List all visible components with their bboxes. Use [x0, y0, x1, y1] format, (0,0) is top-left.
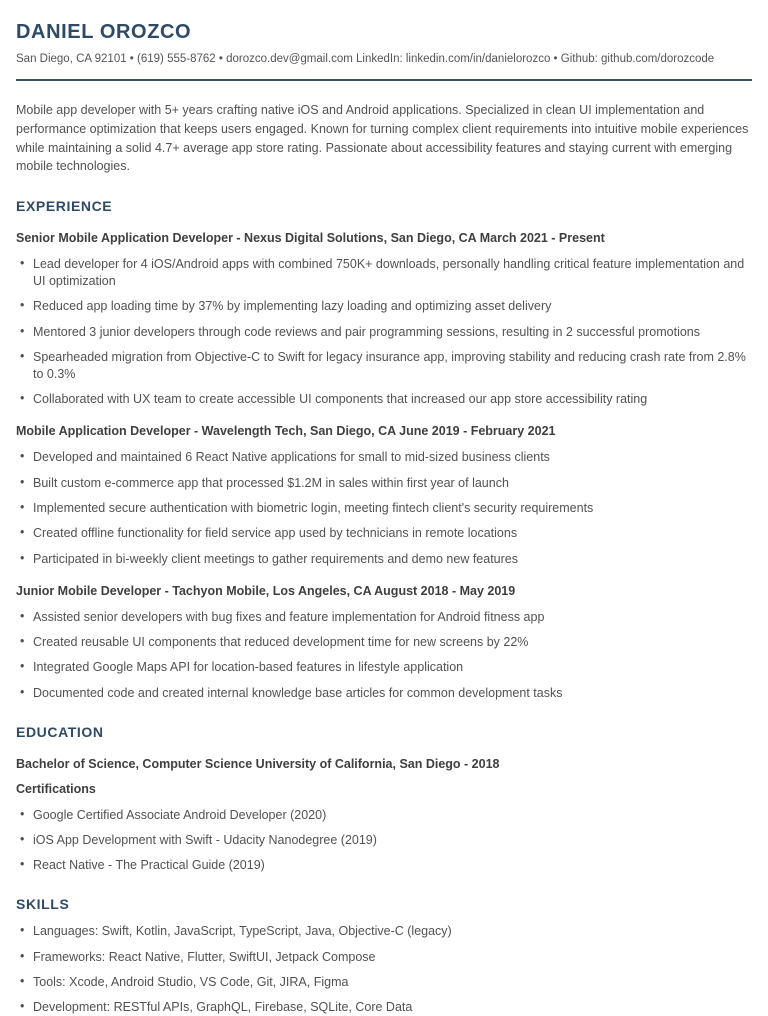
job-bullet-list — [16, 609, 752, 702]
bullet-item: • Created reusable UI components that reduced development time for new screens by 22% — [16, 634, 752, 651]
summary-paragraph: Mobile app developer with 5+ years crafting native iOS and Android applications. Specialized in clean UI implementation and performance optimization that keeps users engaged. Known for turning complex client requirements into intuitive mobile experiences while maintaining a solid 4.7+ average app store rating. Passionate about accessibility features and staying current with emerging mobile technologies. — [16, 103, 749, 174]
bullet-item: • Development: RESTful APIs, GraphQL, Firebase, SQLite, Core Data — [16, 999, 752, 1016]
bullet-item: • Built custom e-commerce app that processed $1.2M in sales within first year of launch — [16, 475, 752, 492]
name-heading: DANIEL OROZCO — [16, 21, 192, 43]
bullet-item: • Frameworks: React Native, Flutter, SwiftUI, Jetpack Compose — [16, 949, 752, 966]
bullet-item: • Participated in bi-weekly client meetings to gather requirements and demo new features — [16, 551, 752, 568]
certifications-label: Certifications — [16, 781, 96, 796]
bullet-item: • iOS App Development with Swift - Udacity Nanodegree (2019) — [16, 832, 752, 849]
contact-line: San Diego, CA 92101 • (619) 555-8762 • dorozco.dev@gmail.com LinkedIn: linkedin.com/in/danielorozco • Github: github.com/dorozcode — [16, 53, 715, 65]
bullet-item: • Reduced app loading time by 37% by implementing lazy loading and optimizing asset delivery — [16, 298, 752, 315]
section-heading-experience: EXPERIENCE — [16, 198, 113, 214]
bullet-item: • Languages: Swift, Kotlin, JavaScript, TypeScript, Java, Objective-C (legacy) — [16, 923, 752, 940]
bullet-item: • Documented code and created internal knowledge base articles for common development tasks — [16, 685, 752, 702]
bullet-item: • Assisted senior developers with bug fixes and feature implementation for Android fitness app — [16, 609, 752, 626]
bullet-item: • React Native - The Practical Guide (2019) — [16, 857, 752, 874]
skills-list — [16, 923, 752, 1016]
bullet-item: • Collaborated with UX team to create accessible UI components that increased our app store accessibility rating — [16, 391, 752, 408]
bullet-item: • Spearheaded migration from Objective-C to Swift for legacy insurance app, improving stability and reducing crash rate from 2.8% to 0.3% — [16, 349, 752, 383]
certifications-list — [16, 807, 752, 875]
header-divider — [16, 79, 752, 81]
section-heading-education: EDUCATION — [16, 723, 104, 740]
bullet-item: • Created offline functionality for field service app used by technicians in remote locations — [16, 525, 752, 542]
bullet-item: • Google Certified Associate Android Developer (2020) — [16, 807, 752, 824]
section-heading-skills: SKILLS — [16, 896, 70, 913]
bullet-item: • Mentored 3 junior developers through code reviews and pair programming sessions, resulting in 2 successful promotions — [16, 324, 752, 341]
degree-line: Bachelor of Science, Computer Science University of California, San Diego - 2018 — [16, 756, 500, 771]
job-title-mobile-application-developer: Mobile Application Developer - Wavelength Tech, San Diego, CA June 2019 - February 2021 — [16, 424, 556, 439]
job-title-senior-mobile-developer: Senior Mobile Application Developer - Nexus Digital Solutions, San Diego, CA March 2021 - Present — [16, 231, 605, 245]
bullet-item: • Tools: Xcode, Android Studio, VS Code, Git, JIRA, Figma — [16, 974, 752, 991]
bullet-item: • Implemented secure authentication with biometric login, meeting fintech client's security requirements — [16, 500, 752, 517]
bullet-item: • Integrated Google Maps API for location-based features in lifestyle application — [16, 659, 752, 676]
bullet-item: • Lead developer for 4 iOS/Android apps with combined 750K+ downloads, personally handling critical feature implementation and UI optimization — [16, 256, 752, 290]
job-bullet-list — [16, 449, 752, 567]
job-bullet-list — [16, 256, 752, 408]
bullet-item: • Developed and maintained 6 React Native applications for small to mid-sized business clients — [16, 449, 752, 466]
job-title-junior-mobile-developer: Junior Mobile Developer - Tachyon Mobile, Los Angeles, CA August 2018 - May 2019 — [16, 583, 516, 598]
